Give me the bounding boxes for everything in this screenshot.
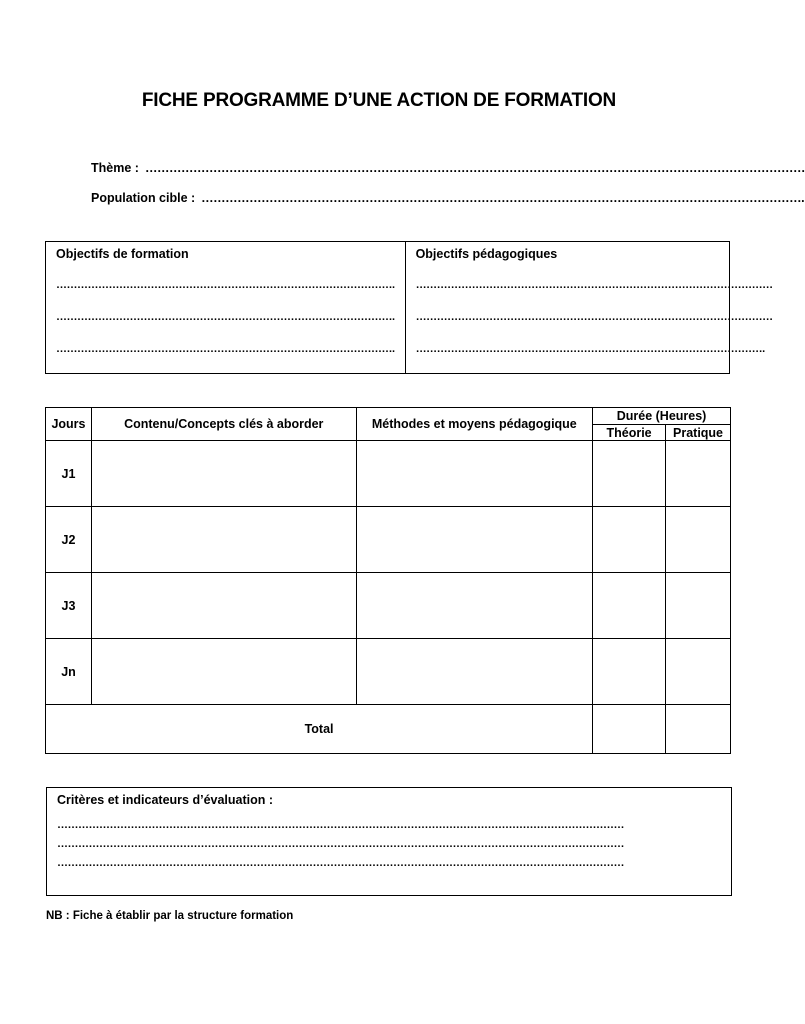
objectives-formation-column xyxy=(46,242,405,373)
population-label: Population cible : xyxy=(91,191,196,205)
contenu-cell[interactable] xyxy=(91,573,356,639)
table-row xyxy=(46,441,731,507)
theme-label: Thème : xyxy=(91,161,139,175)
theorie-cell[interactable] xyxy=(593,507,666,573)
criteria-line[interactable]: ……………………………………………………………………………………………………………………………………………… xyxy=(57,819,624,831)
objectives-formation-line[interactable]: ……………………………………………………………………………………. xyxy=(56,343,395,355)
objectives-pedagogiques-label: Objectifs pédagogiques xyxy=(415,247,558,261)
objectives-pedagogiques-line[interactable]: ………………………………………………………………………………………… xyxy=(415,311,773,323)
table-row xyxy=(46,573,731,639)
contenu-cell[interactable] xyxy=(91,507,356,573)
header-contenu: Contenu/Concepts clés à aborder xyxy=(91,408,356,441)
day-label: J1 xyxy=(46,441,92,507)
table-row xyxy=(46,507,731,573)
pratique-cell[interactable] xyxy=(666,639,731,705)
day-label: J2 xyxy=(46,507,92,573)
day-label: J3 xyxy=(46,573,92,639)
program-table xyxy=(45,407,731,754)
objectives-box xyxy=(45,241,773,374)
criteria-line[interactable]: ……………………………………………………………………………………………………………………………………………… xyxy=(57,838,624,850)
pratique-cell[interactable] xyxy=(666,441,731,507)
objectives-pedagogiques-line[interactable]: ………………………………………………………………………………………. xyxy=(415,343,765,355)
objectives-pedagogiques-line[interactable]: ………………………………………………………………………………………… xyxy=(415,279,773,291)
total-label: Total xyxy=(46,705,593,754)
page-title: FICHE PROGRAMME D’UNE ACTION DE FORMATION xyxy=(141,90,617,111)
objectives-formation-line[interactable]: ……………………………………………………………………………………. xyxy=(56,311,395,323)
header-methodes: Méthodes et moyens pédagogique xyxy=(356,408,593,441)
criteria-line[interactable]: ……………………………………………………………………………………………………………………………………………… xyxy=(57,857,624,869)
footnote: NB : Fiche à établir par la structure formation xyxy=(46,910,294,922)
table-row xyxy=(46,639,731,705)
methodes-cell[interactable] xyxy=(356,507,593,573)
header-duree: Durée (Heures) xyxy=(593,408,731,425)
header-theorie: Théorie xyxy=(593,425,666,441)
objectives-pedagogiques-column xyxy=(405,242,783,373)
header-pratique: Pratique xyxy=(666,425,731,441)
pratique-cell[interactable] xyxy=(666,507,731,573)
theorie-cell[interactable] xyxy=(593,573,666,639)
objectives-formation-line[interactable]: ……………………………………………………………………………………. xyxy=(56,279,395,291)
theorie-cell[interactable] xyxy=(593,639,666,705)
theme-field xyxy=(91,161,805,175)
contenu-cell[interactable] xyxy=(91,639,356,705)
total-theorie-cell[interactable] xyxy=(593,705,666,754)
objectives-formation-label: Objectifs de formation xyxy=(56,247,189,261)
population-value[interactable]: ……………………………………………………………………………………………………………………………………. xyxy=(201,191,805,205)
methodes-cell[interactable] xyxy=(356,639,593,705)
total-row xyxy=(46,705,731,754)
total-pratique-cell[interactable] xyxy=(666,705,731,754)
header-jours: Jours xyxy=(46,408,92,441)
pratique-cell[interactable] xyxy=(666,573,731,639)
contenu-cell[interactable] xyxy=(91,441,356,507)
methodes-cell[interactable] xyxy=(356,441,593,507)
population-field xyxy=(91,191,804,205)
theme-value[interactable]: ………………………………………………………………………………………………………………………………………………… xyxy=(144,161,805,175)
criteria-label: Critères et indicateurs d’évaluation : xyxy=(57,793,274,807)
theorie-cell[interactable] xyxy=(593,441,666,507)
criteria-box xyxy=(46,787,732,896)
methodes-cell[interactable] xyxy=(356,573,593,639)
day-label: Jn xyxy=(46,639,92,705)
